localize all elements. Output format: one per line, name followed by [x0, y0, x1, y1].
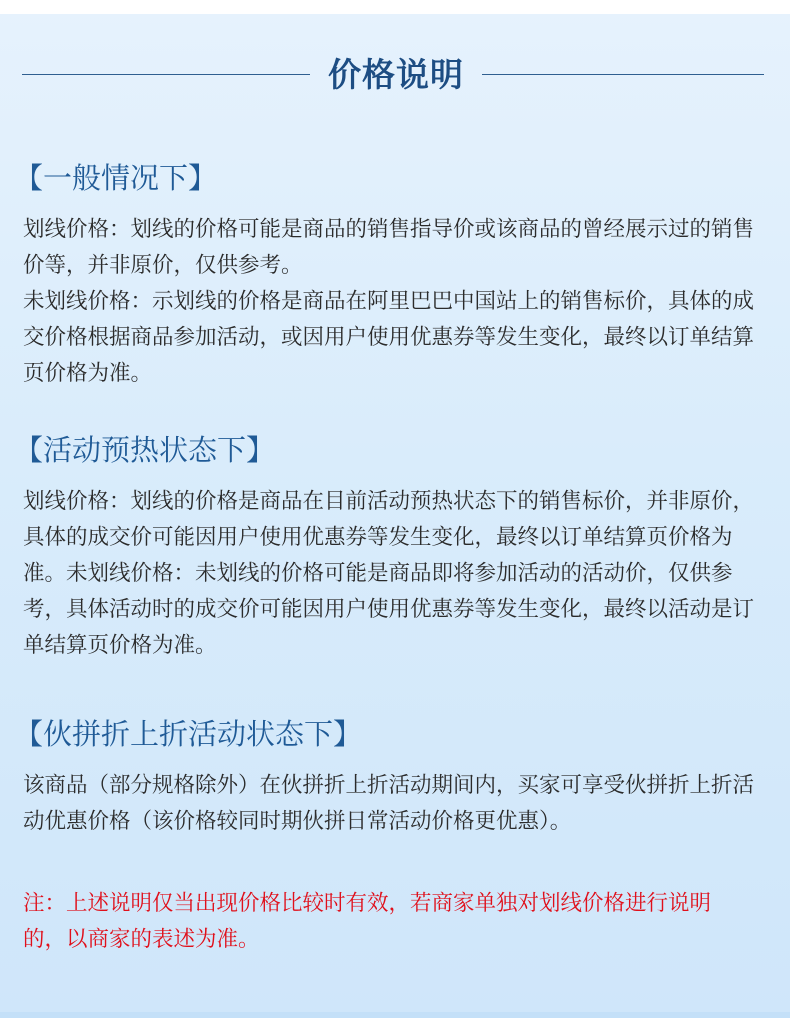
section-body: [14, 484, 770, 664]
section-paragraph: 划线价格：划线的价格可能是商品的销售指导价或该商品的曾经展示过的销售价等，并非原价，仅供参考。: [23, 217, 755, 278]
section-general: [14, 158, 770, 392]
section-paragraph: 划线价格：划线的价格是商品在目前活动预热状态下的销售标价，并非原价，具体的成交价可能因用户使用优惠券等发生变化，最终以订单结算页价格为准。未划线价格：未划线的价格可能是商品即将参加活动的活动价，仅供参考，具体活动时的成交价可能因用户使用优惠券等发生变化，最终以活动是订单结算页价格为准。: [23, 489, 755, 658]
section-heading: 【伙拼折上折活动状态下】: [14, 717, 363, 751]
page-header: [0, 50, 790, 100]
section-group-discount: [14, 714, 770, 840]
section-heading: 【一般情况下】: [14, 161, 218, 195]
header-divider-left: [22, 74, 310, 75]
section-preheat: [14, 430, 770, 664]
top-strip: [0, 0, 790, 14]
section-paragraph: 未划线价格：示划线的价格是商品在阿里巴巴中国站上的销售标价，具体的成交价格根据商品参加活动，或因用户使用优惠券等发生变化，最终以订单结算页价格为准。: [23, 289, 755, 386]
bottom-strip: [0, 1012, 790, 1018]
section-paragraph: 该商品（部分规格除外）在伙拼折上折活动期间内，买家可享受伙拼折上折活动优惠价格（该价格较同时期伙拼日常活动价格更优惠）。: [23, 773, 755, 834]
section-body: [14, 768, 770, 840]
disclaimer-note: 注：上述说明仅当出现价格比较时有效，若商家单独对划线价格进行说明的，以商家的表述为准。: [23, 891, 712, 952]
header-divider-right: [482, 74, 764, 75]
page-title: 价格说明: [328, 55, 464, 94]
section-body: [14, 212, 770, 392]
section-heading: 【活动预热状态下】: [14, 433, 276, 467]
